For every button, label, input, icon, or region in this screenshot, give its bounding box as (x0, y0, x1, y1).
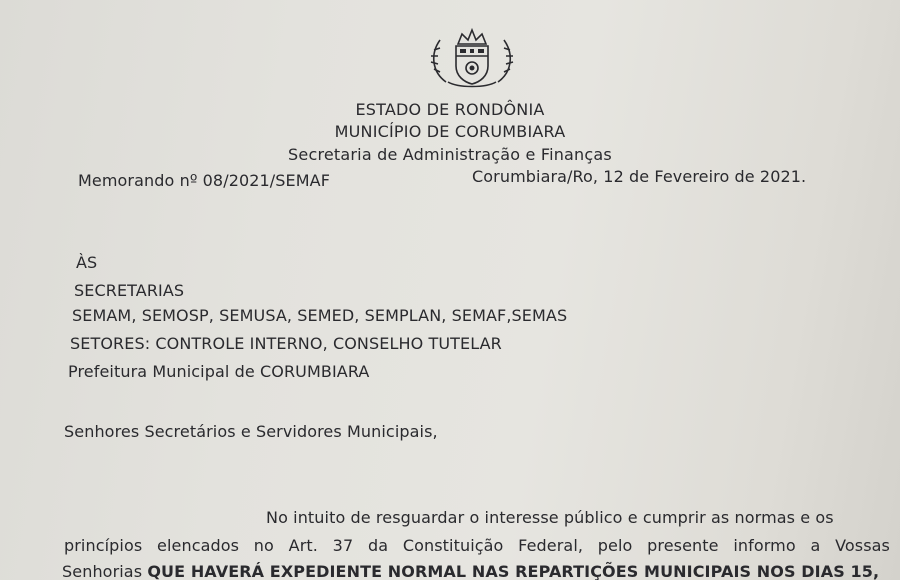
recipient-secretariats-label: SECRETARIAS (74, 281, 185, 300)
body-line-3-bold: QUE HAVERÁ EXPEDIENTE NORMAL NAS REPARTIÇÕES MUNICIPAIS NOS DIAS 15, (147, 562, 880, 580)
department-name: Secretaria de Administração e Finanças (288, 145, 612, 164)
recipient-sectors: SETORES: CONTROLE INTERNO, CONSELHO TUTELAR (70, 334, 502, 353)
salutation: Senhores Secretários e Servidores Municipais, (64, 422, 438, 441)
state-name: ESTADO DE RONDÔNIA (355, 100, 545, 119)
body-line-1: No intuito de resguardar o interesse público e cumprir as normas e os (266, 508, 834, 527)
memo-number: Memorando nº 08/2021/SEMAF (78, 171, 331, 190)
recipient-secretariats-list: SEMAM, SEMOSP, SEMUSA, SEMED, SEMPLAN, SEMAF,SEMAS (72, 306, 568, 325)
body-line-3-normal: Senhorias (62, 562, 148, 580)
recipient-to: ÀS (76, 253, 98, 272)
body-line-2: princípios elencados no Art. 37 da Constituição Federal, pelo presente informo a Vossas (64, 536, 890, 555)
body-line-3 (62, 562, 879, 580)
memo-place-date: Corumbiara/Ro, 12 de Fevereiro de 2021. (472, 167, 807, 186)
municipality-name: MUNICÍPIO DE CORUMBIARA (334, 122, 566, 141)
recipient-prefecture: Prefeitura Municipal de CORUMBIARA (68, 362, 370, 381)
municipal-coat-of-arms-icon (426, 24, 518, 92)
